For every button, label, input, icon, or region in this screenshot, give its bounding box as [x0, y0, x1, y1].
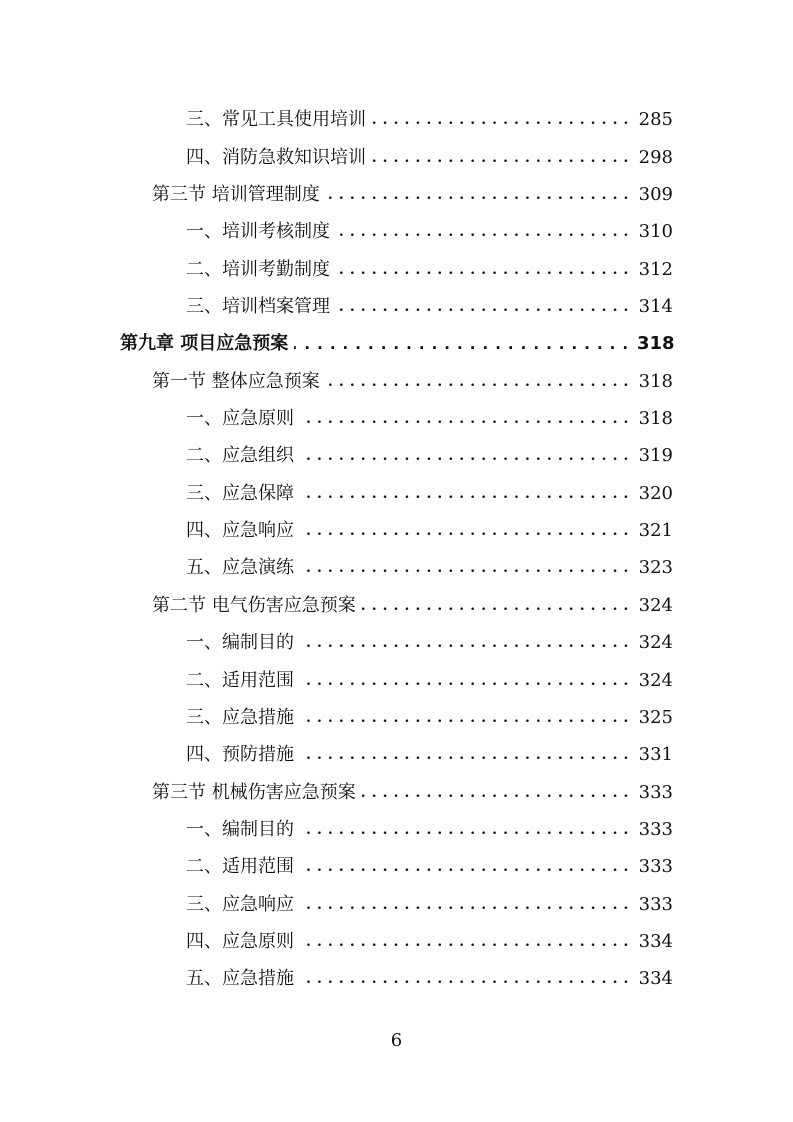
toc-entry-page: 334 [638, 968, 673, 990]
toc-entry[interactable] [0, 923, 793, 960]
toc-dot-leader [300, 520, 629, 542]
toc-entry-page: 318 [637, 333, 675, 355]
toc-entry[interactable] [0, 250, 793, 287]
toc-entry-title: 一、培训考核制度 [186, 221, 330, 243]
toc-entry[interactable] [0, 138, 793, 175]
toc-entry-title: 二、适用范围 [186, 669, 294, 691]
toc-entry-title: 一、编制目的 [186, 818, 294, 840]
toc-entry[interactable] [0, 960, 793, 997]
toc-entry[interactable] [0, 437, 793, 474]
toc-dot-leader [300, 968, 629, 990]
toc-entry-page: 318 [638, 370, 673, 392]
toc-entry[interactable] [0, 474, 793, 511]
toc-dot-leader [326, 184, 629, 206]
toc-dot-leader [372, 109, 629, 131]
toc-entry[interactable] [0, 885, 793, 922]
toc-dot-leader [372, 147, 629, 169]
toc-dot-leader [300, 445, 629, 467]
toc-entry[interactable] [0, 811, 793, 848]
toc-entry[interactable] [0, 288, 793, 325]
toc-entry-title: 第三节 机械伤害应急预案 [152, 781, 356, 803]
toc-entry-title: 四、预防措施 [186, 744, 294, 766]
toc-entry-title: 三、常见工具使用培训 [186, 109, 366, 131]
toc-entry[interactable] [0, 699, 793, 736]
toc-entry[interactable] [0, 512, 793, 549]
toc-entry[interactable] [0, 624, 793, 661]
toc-entry-page: 310 [638, 221, 673, 243]
toc-dot-leader [300, 931, 629, 953]
toc-dot-leader [300, 557, 629, 579]
toc-dot-leader [300, 744, 629, 766]
toc-entry[interactable] [0, 549, 793, 586]
toc-entry-title: 二、应急组织 [186, 445, 294, 467]
toc-entry[interactable] [0, 101, 793, 138]
toc-dot-leader [300, 856, 629, 878]
toc-dot-leader [300, 707, 629, 729]
toc-dot-leader [300, 632, 629, 654]
toc-dot-leader [300, 894, 629, 916]
toc-entry-page: 285 [638, 109, 673, 131]
toc-dot-leader [336, 296, 629, 318]
toc-entry-title: 一、应急原则 [186, 408, 294, 430]
toc-entry-title: 第一节 整体应急预案 [152, 370, 320, 392]
toc-entry-page: 333 [638, 893, 673, 915]
toc-dot-leader [294, 333, 629, 355]
toc-entry-page: 325 [638, 706, 673, 728]
toc-entry[interactable] [0, 400, 793, 437]
toc-entry-title: 三、应急响应 [186, 893, 294, 915]
toc-entry-page: 321 [638, 520, 673, 542]
toc-dot-leader [300, 483, 629, 505]
toc-entry-title: 二、培训考勤制度 [186, 258, 330, 280]
toc-entry[interactable] [0, 661, 793, 698]
toc-chapter-entry[interactable] [0, 325, 793, 362]
toc-entry-title: 三、培训档案管理 [186, 296, 330, 318]
toc-entry-title: 第三节 培训管理制度 [152, 184, 320, 206]
toc-dot-leader [300, 408, 629, 430]
toc-dot-leader [326, 371, 629, 393]
toc-entry-title: 五、应急措施 [186, 968, 294, 990]
toc-dot-leader [362, 782, 629, 804]
toc-entry-page: 324 [638, 632, 673, 654]
toc-dot-leader [336, 221, 629, 243]
toc-entry-page: 324 [638, 669, 673, 691]
toc-entry-page: 309 [638, 184, 673, 206]
toc-entry-page: 334 [638, 930, 673, 952]
toc-entry-page: 333 [638, 781, 673, 803]
toc-section-entry[interactable] [0, 176, 793, 213]
toc-entry-page: 333 [638, 818, 673, 840]
table-of-contents [0, 101, 793, 997]
toc-entry[interactable] [0, 848, 793, 885]
toc-entry[interactable] [0, 736, 793, 773]
toc-section-entry[interactable] [0, 586, 793, 623]
toc-dot-leader [300, 819, 629, 841]
toc-entry-title: 五、应急演练 [186, 557, 294, 579]
toc-dot-leader [336, 259, 629, 281]
toc-entry-title: 一、编制目的 [186, 632, 294, 654]
toc-section-entry[interactable] [0, 362, 793, 399]
toc-entry[interactable] [0, 213, 793, 250]
toc-entry-title: 第九章 项目应急预案 [120, 333, 289, 355]
toc-entry-page: 320 [638, 482, 673, 504]
toc-entry-title: 四、应急原则 [186, 930, 294, 952]
page-number: 6 [390, 1030, 403, 1051]
toc-entry-title: 三、应急保障 [186, 482, 294, 504]
toc-entry-title: 第二节 电气伤害应急预案 [152, 594, 356, 616]
toc-entry-page: 331 [638, 744, 673, 766]
toc-entry-page: 319 [638, 445, 673, 467]
toc-entry-page: 323 [638, 557, 673, 579]
toc-dot-leader [362, 595, 629, 617]
toc-entry-page: 298 [638, 146, 673, 168]
toc-entry-title: 四、应急响应 [186, 520, 294, 542]
toc-entry-title: 三、应急措施 [186, 706, 294, 728]
toc-entry-page: 324 [638, 594, 673, 616]
toc-entry-page: 314 [638, 296, 673, 318]
toc-entry-page: 318 [638, 408, 673, 430]
toc-entry-title: 四、消防急救知识培训 [186, 146, 366, 168]
toc-entry-page: 333 [638, 856, 673, 878]
toc-entry-page: 312 [638, 258, 673, 280]
toc-section-entry[interactable] [0, 773, 793, 810]
toc-entry-title: 二、适用范围 [186, 856, 294, 878]
toc-dot-leader [300, 670, 629, 692]
